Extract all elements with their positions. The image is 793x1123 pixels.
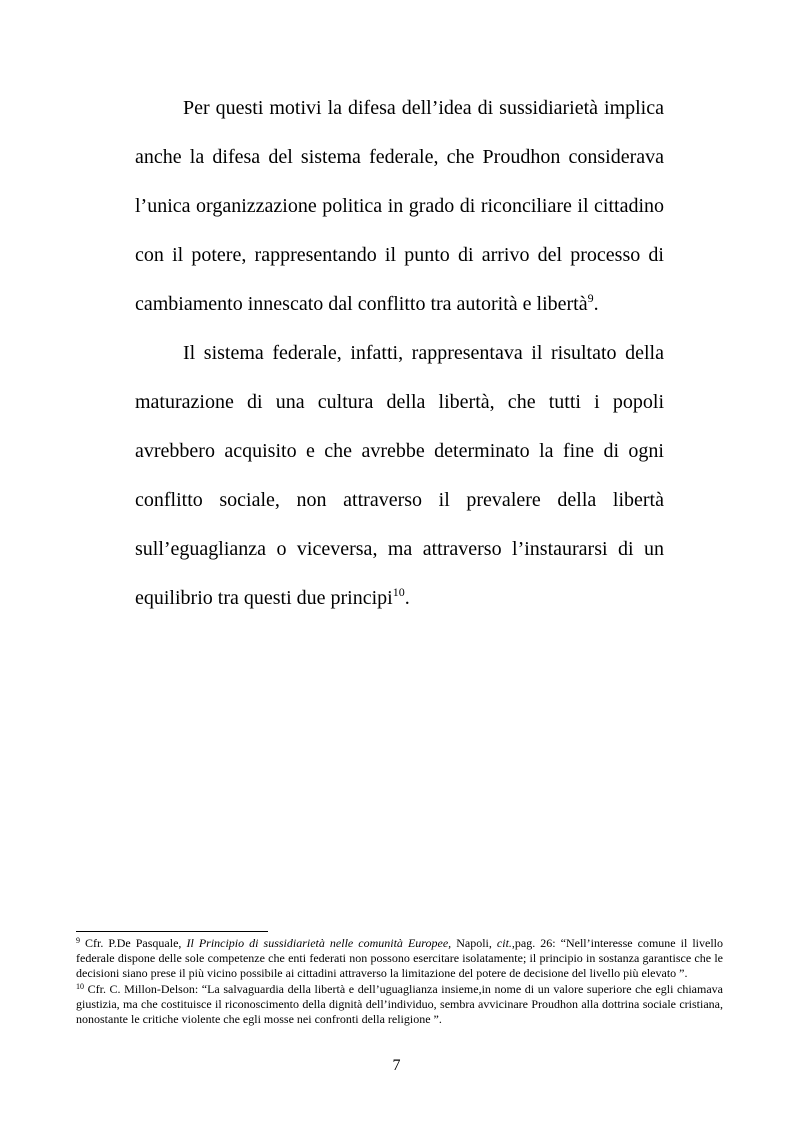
paragraph-end: .	[404, 587, 410, 609]
page-number: 7	[392, 1057, 401, 1074]
footnote-ref-10: 10	[392, 585, 405, 599]
paragraph-2	[135, 329, 664, 623]
footnote-book-title: Il Principio di sussidiarietà nelle comunità Europee,	[186, 936, 452, 950]
footnote-place: Napoli,	[451, 936, 497, 950]
footnote-prefix: Cfr. P.De Pasquale,	[85, 936, 187, 950]
footnote-cit: cit.	[496, 936, 512, 950]
footnote-number: 10	[76, 981, 84, 991]
footnote-10	[76, 982, 723, 1028]
footnote-text: Cfr. C. Millon-Delson: “La salvaguardia della libertà e dell’uguaglianza insieme,in nome di un valore superiore che egli chiamava giustizia, ma che costituisce il riconoscimento della dignità dell’individuo, sembra avvicinare Proudhon alla dottrina sociale cristiana, nonostante le critiche violente che egli mosse nei confronti della religione ”.	[76, 981, 723, 1027]
footnote-9	[76, 936, 723, 982]
footnotes	[76, 936, 723, 1027]
paragraph-text: Il sistema federale, infatti, rappresentava il risultato della maturazione di una cultura della libertà, che tutti i popoli avrebbero acquisito e che avrebbe determinato la fine di ogni conflitto sociale, non attraverso il prevalere della libertà sull’eguaglianza o viceversa, ma attraverso l’instaurarsi di un equilibrio tra questi due principi	[135, 342, 664, 609]
footnote-number: 9	[76, 936, 80, 945]
paragraph-end: .	[593, 293, 599, 315]
paragraph-1	[135, 84, 664, 329]
footnote-separator	[76, 931, 268, 932]
footnote-text: ,pag. 26: “Nell’interesse comune il livello federale dispone delle sole competenze che enti federati non possono esercitare isolatamente; il principio in sostanza garantisce che le decisioni siano prese il più vicino possibile ai cittadini attraverso la limitazione del potere de decisione del livello più elevato ”.	[76, 936, 723, 981]
footnote-ref-9: 9	[587, 291, 594, 305]
body-text	[135, 84, 664, 623]
paragraph-text: Per questi motivi la difesa dell’idea di sussidiarietà implica anche la difesa del sistema federale, che Proudhon considerava l’unica organizzazione politica in grado di riconciliare il cittadino con il potere, rappresentando il punto di arrivo del processo di cambiamento innescato dal conflitto tra autorità e libertà	[135, 97, 664, 315]
